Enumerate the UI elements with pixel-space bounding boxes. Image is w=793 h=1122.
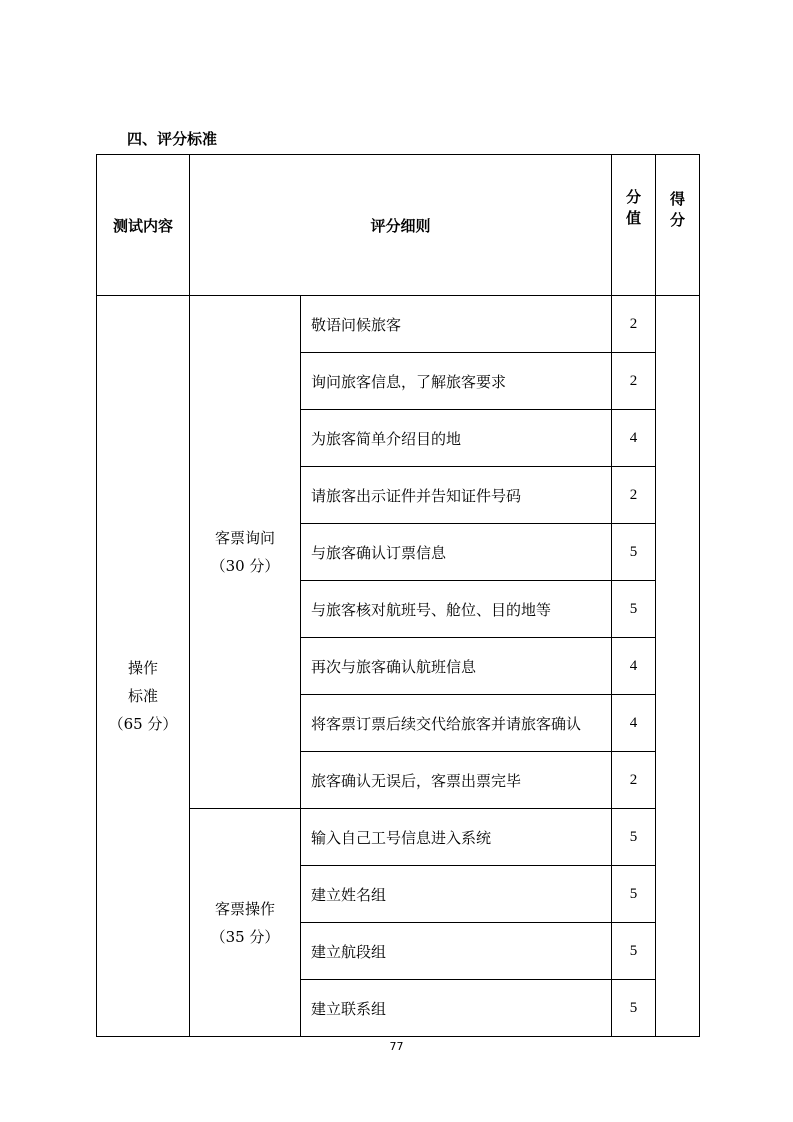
category-line-1: 操作 [127, 659, 158, 677]
item-text: 建立联系组 [301, 980, 612, 1037]
header-points [612, 155, 656, 296]
item-points: 5 [612, 923, 656, 980]
scoring-table [96, 154, 700, 1037]
category-cell [97, 296, 190, 1037]
item-points: 5 [612, 581, 656, 638]
table-row [97, 296, 700, 353]
item-text: 请旅客出示证件并告知证件号码 [301, 467, 612, 524]
category-line-2: 标准 [127, 687, 158, 705]
group-cell-2 [190, 809, 301, 1037]
item-text: 询问旅客信息，了解旅客要求 [301, 353, 612, 410]
item-points: 5 [612, 809, 656, 866]
group-2-line-2: （35 分） [210, 927, 280, 946]
category-line-3: （65 分） [108, 715, 178, 733]
item-text: 与旅客确认订票信息 [301, 524, 612, 581]
item-text: 将客票订票后续交代给旅客并请旅客确认 [301, 695, 612, 752]
item-text: 旅客确认无误后，客票出票完毕 [301, 752, 612, 809]
item-points: 5 [612, 980, 656, 1037]
item-text: 输入自己工号信息进入系统 [301, 809, 612, 866]
item-text: 再次与旅客确认航班信息 [301, 638, 612, 695]
header-points-char-2: 值 [626, 209, 642, 227]
item-text: 与旅客核对航班号、舱位、目的地等 [301, 581, 612, 638]
group-1-line-2: （30 分） [210, 557, 280, 575]
item-points: 2 [612, 752, 656, 809]
section-title: 四、评分标准 [127, 130, 218, 148]
item-text: 建立航段组 [301, 923, 612, 980]
group-cell-1 [190, 296, 301, 809]
header-row [97, 155, 700, 296]
group-2-line-1: 客票操作 [214, 899, 275, 918]
item-points: 4 [612, 638, 656, 695]
item-points: 2 [612, 467, 656, 524]
item-text: 敬语问候旅客 [301, 296, 612, 353]
header-detail: 评分细则 [190, 155, 612, 296]
header-score-char-1: 得 [670, 190, 686, 208]
item-points: 2 [612, 296, 656, 353]
header-points-char-1: 分 [626, 188, 642, 206]
item-text: 建立姓名组 [301, 866, 612, 923]
score-column [656, 296, 700, 1037]
header-score-char-2: 分 [670, 211, 686, 229]
item-points: 4 [612, 410, 656, 467]
item-points: 5 [612, 866, 656, 923]
item-points: 5 [612, 524, 656, 581]
header-score [656, 155, 700, 296]
item-text: 为旅客简单介绍目的地 [301, 410, 612, 467]
page-number: 77 [389, 1040, 404, 1053]
item-points: 2 [612, 353, 656, 410]
header-content: 测试内容 [97, 155, 190, 296]
item-points: 4 [612, 695, 656, 752]
group-1-line-1: 客票询问 [214, 529, 275, 547]
